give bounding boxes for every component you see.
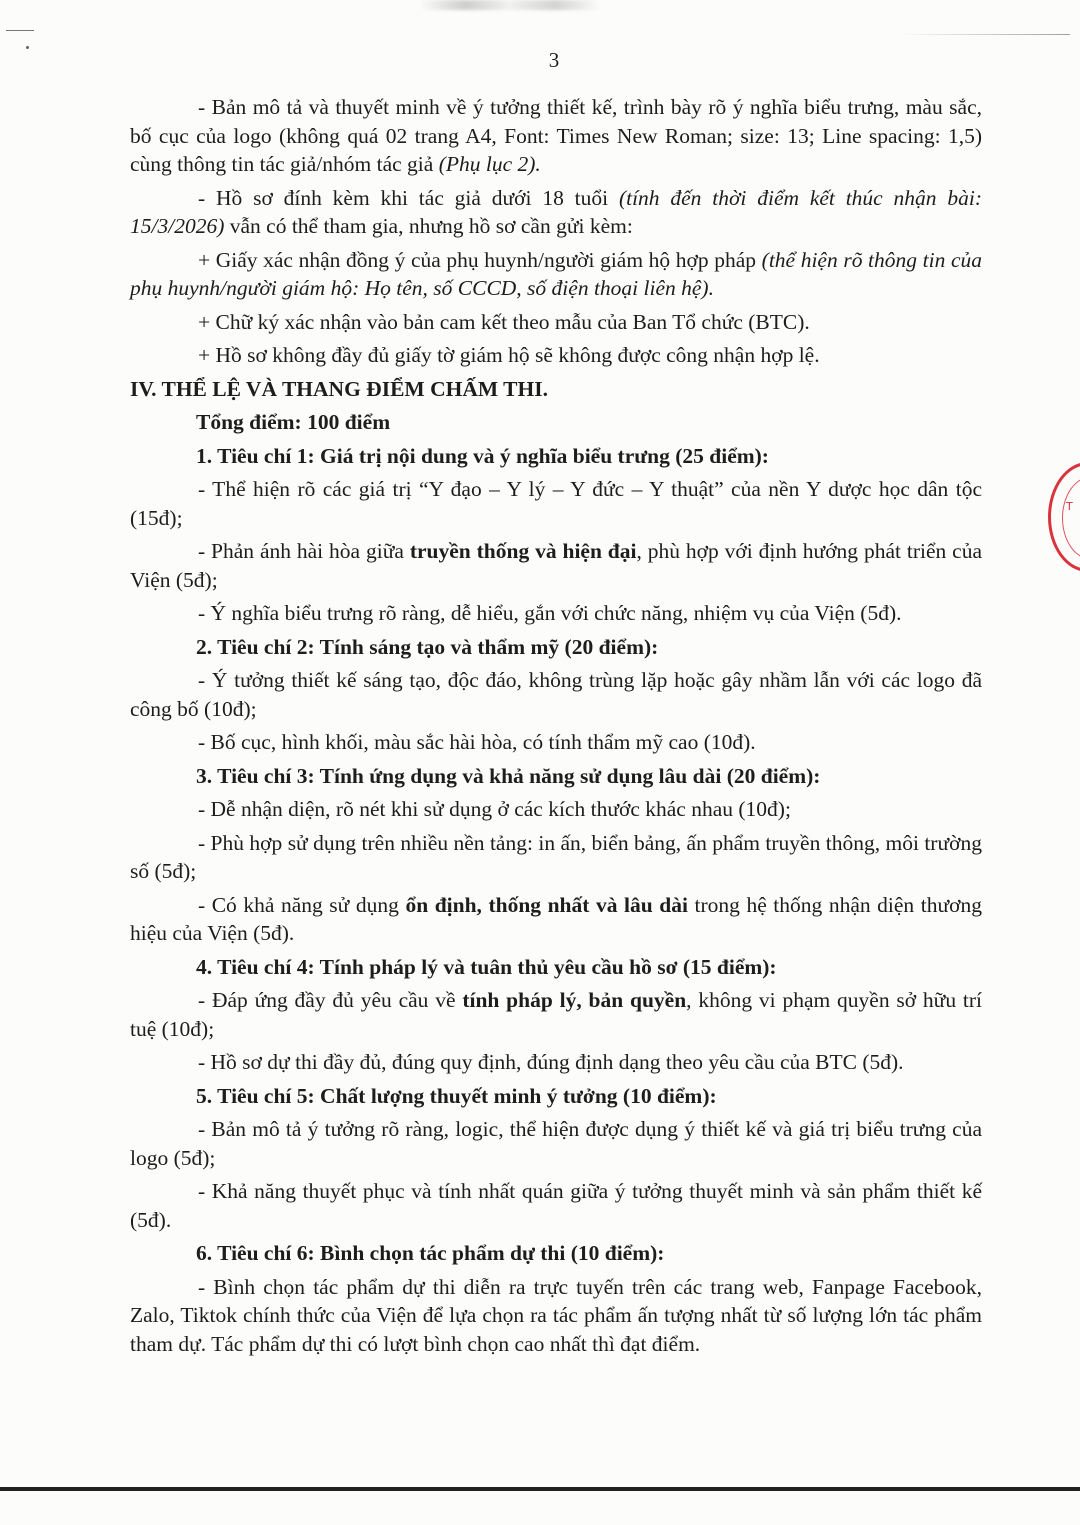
paragraph-incomplete: + Hồ sơ không đầy đủ giấy tờ giám hộ sẽ không được công nhận hợp lệ.	[198, 343, 820, 367]
paragraph-signature: + Chữ ký xác nhận vào bản cam kết theo mẫu của Ban Tổ chức (BTC).	[198, 309, 810, 334]
italic-text: (thể hiện rõ thông tin của phụ huynh/người giám hộ: Họ tên, số CCCD, số điện thoại liên hệ).	[130, 247, 982, 300]
text: - Hồ sơ đính kèm khi tác giả dưới 18 tuổi	[198, 185, 619, 210]
scan-artifact	[6, 30, 34, 31]
text: vẫn có thể tham gia, nhưng hồ sơ cần gửi kèm:	[224, 214, 633, 238]
paragraph-description	[130, 93, 982, 179]
text: - Phản ánh hài hòa giữa	[198, 539, 410, 563]
document-body	[130, 93, 982, 1363]
text: - Có khả năng sử dụng	[198, 892, 406, 917]
italic-text: (Phụ lục 2).	[438, 152, 541, 176]
scan-artifact	[900, 34, 1070, 35]
criterion-1-item	[130, 537, 982, 594]
scan-artifact	[420, 0, 600, 10]
red-seal-stamp-letter: T	[1066, 500, 1073, 513]
criterion-3-item: - Dễ nhận diện, rõ nét khi sử dụng ở các kích thước khác nhau (10đ);	[198, 797, 791, 821]
text: , phù hợp với định hướng phát triển của Viện (5đ);	[130, 539, 982, 592]
text: , không vi phạm quyền sở hữu trí tuệ (10đ);	[130, 988, 982, 1041]
criterion-2-item: - Ý tưởng thiết kế sáng tạo, độc đáo, không trùng lặp hoặc gây nhầm lẫn với các logo đã công bố (10đ);	[130, 668, 982, 721]
criterion-3-item: - Phù hợp sử dụng trên nhiều nền tảng: in ấn, biển bảng, ấn phẩm truyền thông, môi trường số (5đ);	[130, 830, 982, 883]
page-number: 3	[548, 48, 560, 72]
paragraph-guardian-consent	[130, 246, 982, 303]
criterion-5-item: - Bản mô tả ý tưởng rõ ràng, logic, thể hiện được dụng ý thiết kế và giá trị biểu trưng của logo (5đ);	[130, 1117, 982, 1170]
criterion-1-heading: 1. Tiêu chí 1: Giá trị nội dung và ý nghĩa biểu trưng (25 điểm):	[196, 443, 769, 468]
criterion-4-item	[130, 986, 982, 1043]
paragraph-under-18	[130, 184, 982, 241]
bold-text: ổn định, thống nhất và lâu dài	[405, 892, 688, 917]
criterion-3-item	[130, 891, 982, 948]
criterion-3-heading: 3. Tiêu chí 3: Tính ứng dụng và khả năng sử dụng lâu dài (20 điểm):	[196, 763, 821, 788]
criterion-4-item: - Hồ sơ dự thi đầy đủ, đúng quy định, đúng định dạng theo yêu cầu của BTC (5đ).	[198, 1050, 904, 1074]
text: + Giấy xác nhận đồng ý của phụ huynh/người giám hộ hợp pháp	[198, 247, 762, 272]
criterion-6-item: - Bình chọn tác phẩm dự thi diễn ra trực tuyến trên các trang web, Fanpage Facebook, Zalo, Tiktok chính thức của Viện để lựa chọn ra tác phẩm ấn tượng nhất từ số lượng lớn tác phẩm tham dự. Tác phẩm dự thi có lượt bình chọn cao nhất thì đạt điểm.	[130, 1274, 982, 1356]
criterion-5-heading: 5. Tiêu chí 5: Chất lượng thuyết minh ý tưởng (10 điểm):	[196, 1083, 717, 1108]
criterion-5-item: - Khả năng thuyết phục và tính nhất quán giữa ý tưởng thuyết minh và sản phẩm thiết kế (5đ).	[130, 1179, 982, 1232]
criterion-1-item: - Ý nghĩa biểu trưng rõ ràng, dễ hiểu, gắn với chức năng, nhiệm vụ của Viện (5đ).	[198, 601, 902, 625]
total-score-heading: Tổng điểm: 100 điểm	[196, 410, 391, 434]
criterion-4-heading: 4. Tiêu chí 4: Tính pháp lý và tuân thủ yêu cầu hồ sơ (15 điểm):	[196, 954, 777, 979]
bottom-border-line	[0, 1487, 1080, 1491]
criterion-1-item: - Thể hiện rõ các giá trị “Y đạo – Y lý – Y đức – Y thuật” của nền Y dược học dân tộc (15đ);	[130, 477, 982, 530]
criterion-6-heading: 6. Tiêu chí 6: Bình chọn tác phẩm dự thi (10 điểm):	[196, 1241, 665, 1265]
text: - Bản mô tả và thuyết minh về ý tưởng thiết kế, trình bày rõ ý nghĩa biểu trưng, màu sắc, bố cục của logo (không quá 02 trang A4, Font: Times New Roman; size: 13; Line spacing: 1,5) cùng thông tin tác giả/nhóm tác giả	[130, 95, 982, 176]
bold-text: truyền thống và hiện đại	[409, 539, 637, 563]
section-heading: IV. THỂ LỆ VÀ THANG ĐIỂM CHẤM THI.	[130, 376, 548, 401]
italic-text: (tính đến thời điểm kết thúc nhận bài: 15/3/2026)	[130, 185, 983, 238]
bold-text: tính pháp lý, bản quyền	[462, 988, 687, 1012]
text: - Đáp ứng đầy đủ yêu cầu về	[198, 988, 463, 1012]
criterion-2-heading: 2. Tiêu chí 2: Tính sáng tạo và thẩm mỹ (20 điểm):	[196, 634, 659, 659]
text: trong hệ thống nhận diện thương hiệu của Viện (5đ).	[130, 892, 982, 945]
criterion-2-item: - Bố cục, hình khối, màu sắc hài hòa, có tính thẩm mỹ cao (10đ).	[198, 730, 756, 754]
